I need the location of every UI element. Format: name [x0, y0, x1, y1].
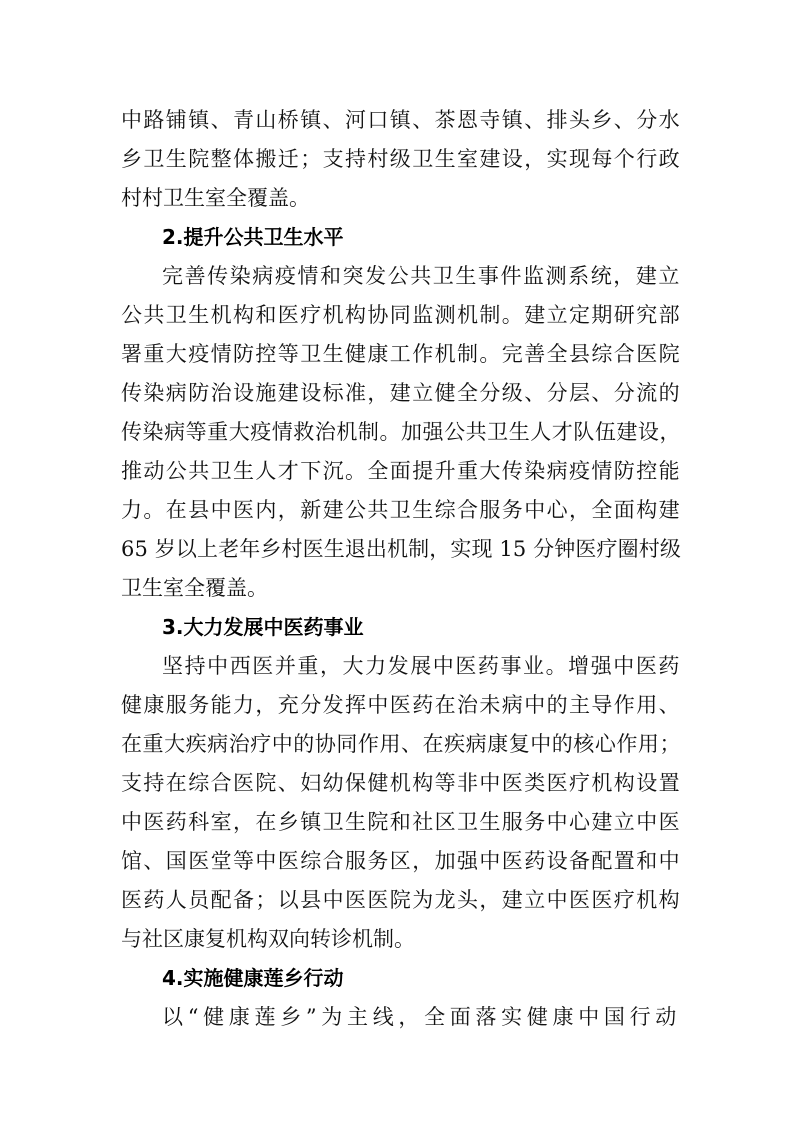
paragraph-line: 65 岁以上老年乡村医生退出机制，实现 15 分钟医疗圈村级 [121, 537, 681, 561]
paragraph-line: 推动公共卫生人才下沉。全面提升重大传染病疫情防控能 [121, 459, 681, 483]
paragraph-line: 以“健康莲乡”为主线，全面落实健康中国行动 [162, 1005, 681, 1029]
paragraph-line: 在重大疾病治疗中的协同作用、在疾病康复中的核心作用； [121, 732, 681, 756]
paragraph-line: 坚持中西医并重，大力发展中医药事业。增强中医药 [162, 654, 681, 678]
paragraph-line: 村村卫生室全覆盖。 [121, 186, 310, 210]
paragraph-line: 公共卫生机构和医疗机构协同监测机制。建立定期研究部 [121, 303, 681, 327]
paragraph-line: 卫生室全覆盖。 [121, 576, 268, 600]
section-heading: 3.大力发展中医药事业 [162, 615, 364, 639]
paragraph-line: 馆、国医堂等中医综合服务区，加强中医药设备配置和中 [121, 849, 681, 873]
paragraph-line: 完善传染病疫情和突发公共卫生事件监测系统，建立 [162, 264, 681, 288]
paragraph-line: 健康服务能力，充分发挥中医药在治未病中的主导作用、 [121, 693, 681, 717]
paragraph-line: 中医药科室，在乡镇卫生院和社区卫生服务中心建立中医 [121, 810, 681, 834]
paragraph-line: 中路铺镇、青山桥镇、河口镇、茶恩寺镇、排头乡、分水 [121, 108, 681, 132]
paragraph-line: 力。在县中医内，新建公共卫生综合服务中心，全面构建 [121, 498, 681, 522]
paragraph-line: 传染病等重大疫情救治机制。加强公共卫生人才队伍建设， [121, 420, 681, 444]
paragraph-line: 与社区康复机构双向转诊机制。 [121, 927, 415, 951]
paragraph-line: 乡卫生院整体搬迁；支持村级卫生室建设，实现每个行政 [121, 147, 681, 171]
section-heading: 2.提升公共卫生水平 [162, 225, 344, 249]
paragraph-line: 传染病防治设施建设标准，建立健全分级、分层、分流的 [121, 381, 681, 405]
section-heading: 4.实施健康莲乡行动 [162, 966, 344, 990]
paragraph-line: 署重大疫情防控等卫生健康工作机制。完善全县综合医院 [121, 342, 681, 366]
paragraph-line: 医药人员配备；以县中医医院为龙头，建立中医医疗机构 [121, 888, 681, 912]
paragraph-line: 支持在综合医院、妇幼保健机构等非中医类医疗机构设置 [121, 771, 681, 795]
